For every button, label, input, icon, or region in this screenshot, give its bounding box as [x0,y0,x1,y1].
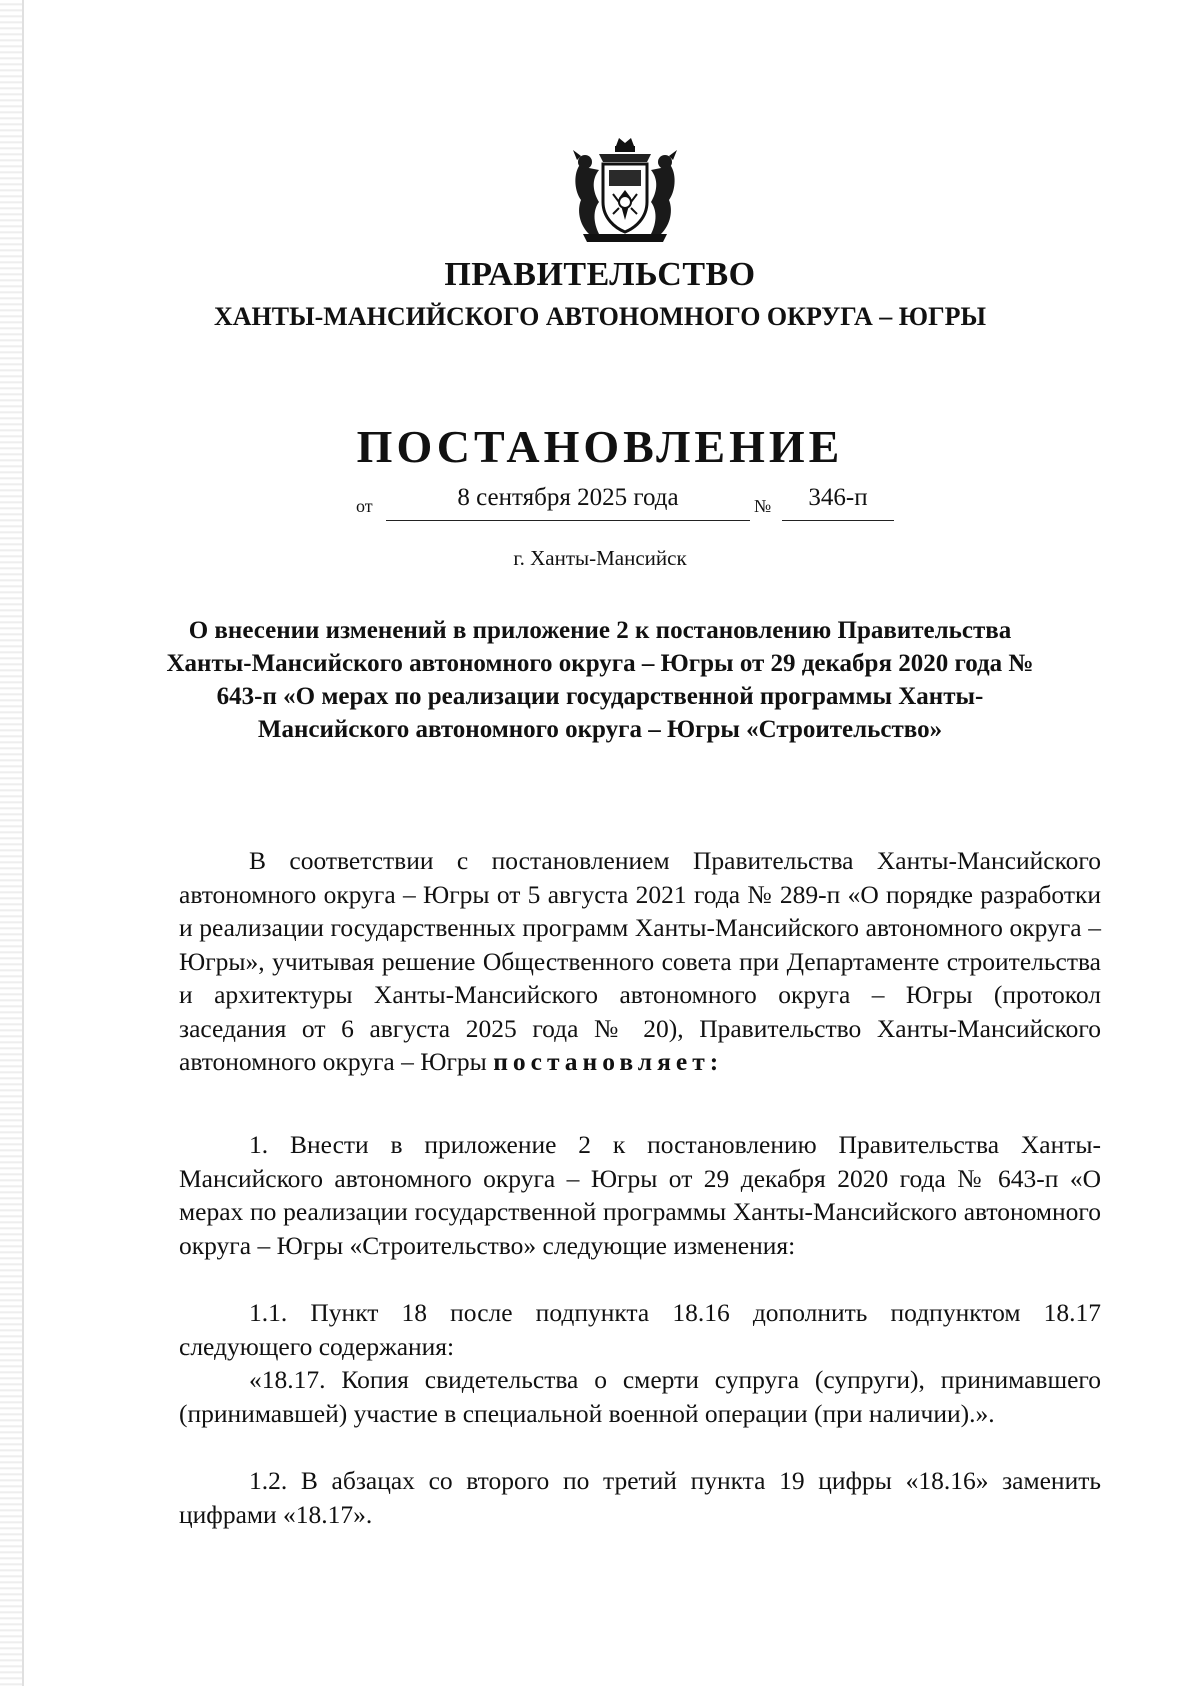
document-subject: О внесении изменений в приложение 2 к постановлению Правительства Ханты-Мансийского автономного округа – Югры от 29 декабря 2020 года № 643-п «О мерах по реализации государственной программы Ханты-Мансийского автономного округа – Югры «Строительство» [166,617,1034,743]
date-prefix: от [356,496,373,516]
number-prefix: № [754,496,772,516]
document-type: ПОСТАНОВЛЕНИЕ [356,421,844,472]
region-title: ХАНТЫ-МАНСИЙСКОГО АВТОНОМНОГО ОКРУГА – ЮГРЫ [213,302,987,331]
date-number-row [356,484,896,524]
item-1: 1. Внести в приложение 2 к постановлению Правительства Ханты-Мансийского автономного округа – Югры от 29 декабря 2020 года № 643-п «О мерах по реализации государственной программы Ханты-Мансийского автономного округа – Югры «Строительство» следующие изменения: [179,1130,1101,1260]
item-1-1-quote: «18.17. Копия свидетельства о смерти супруга (супруги), принимавшего (принимавшей) участие в специальной военной операции (при наличии).». [179,1365,1101,1428]
coat-of-arms-icon [569,136,681,244]
number-underline [782,520,894,521]
date-underline [386,520,750,521]
document-date: 8 сентября 2025 года [457,484,679,511]
decree-word: постановляет: [493,1047,724,1076]
item-1-2: 1.2. В абзацах со второго по третий пункта 19 цифры «18.16» заменить цифрами «18.17». [179,1466,1101,1529]
government-title: ПРАВИТЕЛЬСТВО [444,256,756,293]
document-number: 346-п [808,484,868,511]
scan-edge [0,0,22,1686]
preamble-text: В соответствии с постановлением Правительства Ханты-Мансийского автономного округа – Югры от 5 августа 2021 года № 289-п «О порядке разработки и реализации государственных программ Ханты-Мансийского автономного округа – Югры», учитывая решение Общественного совета при Департаменте строительства и архитектуры Ханты-Мансийского автономного округа – Югры (протокол заседания от 6 августа 2025 года № 20), Правительство Ханты-Мансийского автономного округа – Югры [179,846,1101,1076]
item-1-1: 1.1. Пункт 18 после подпункта 18.16 дополнить подпунктом 18.17 следующего содержания: [179,1298,1101,1361]
city: г. Ханты-Мансийск [513,546,687,570]
preamble-paragraph [179,844,1101,1079]
